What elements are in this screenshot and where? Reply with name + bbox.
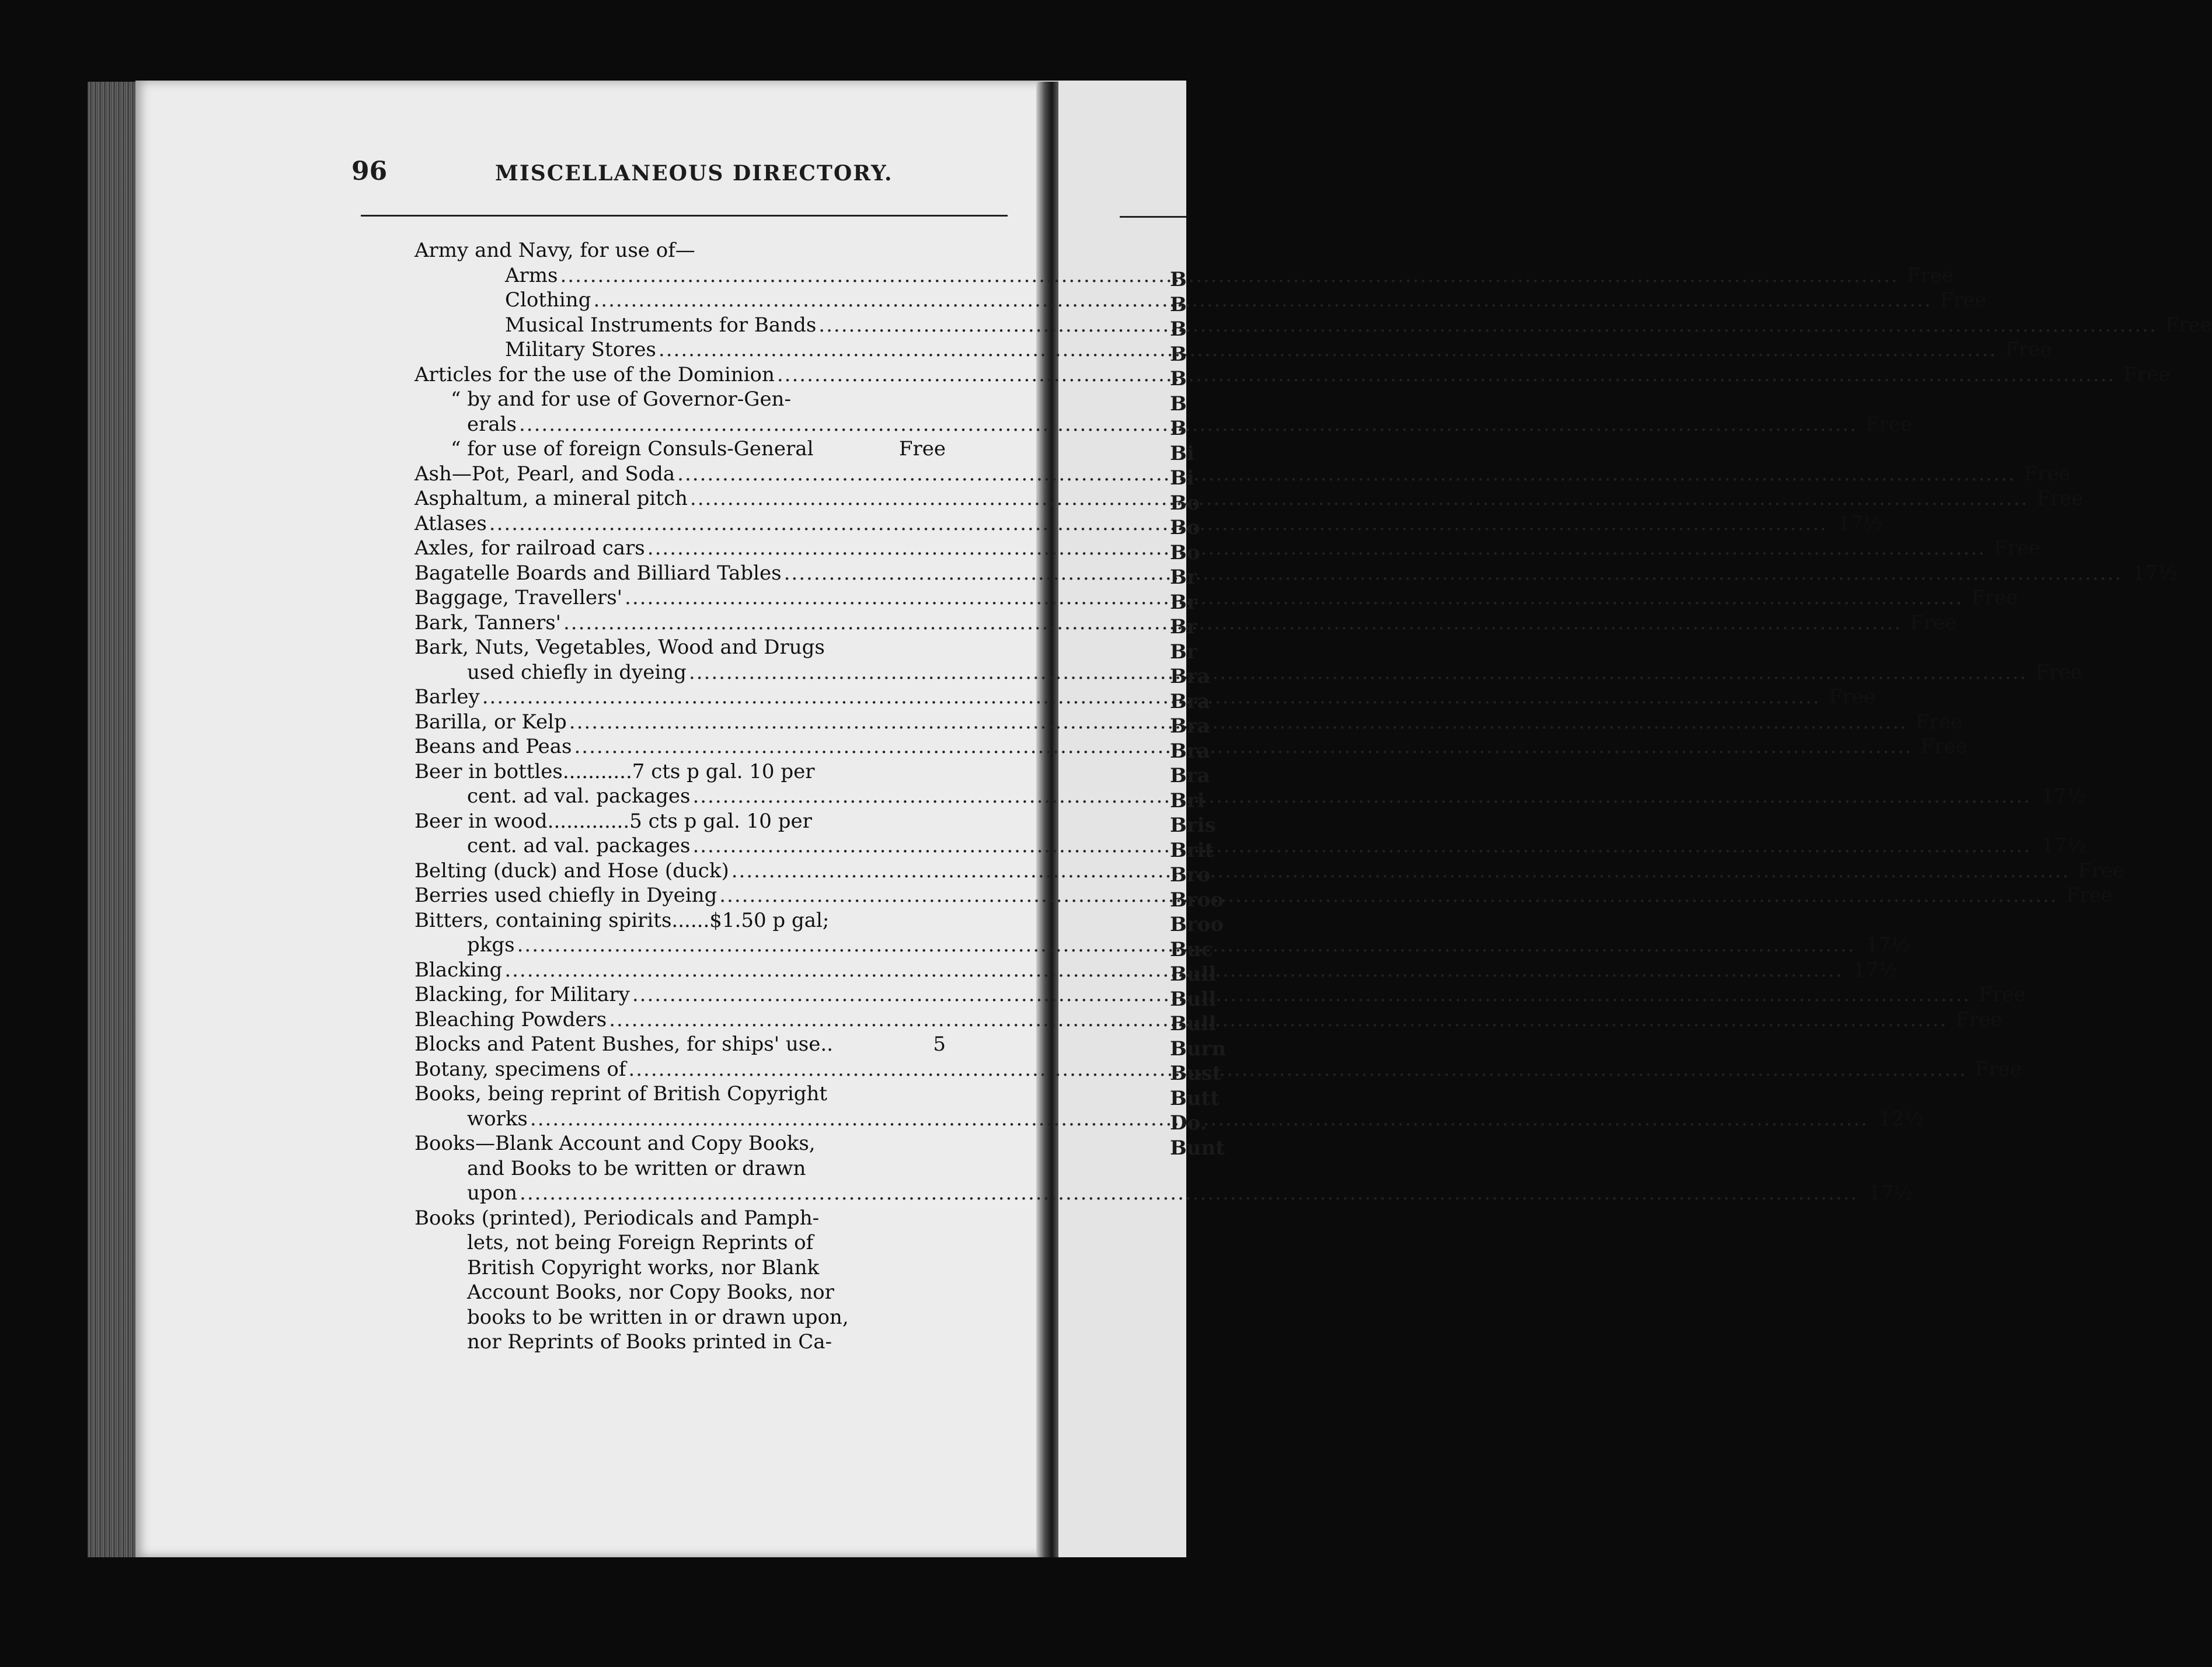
dot-leader bbox=[818, 313, 2157, 338]
facing-header-rule bbox=[1120, 216, 1186, 218]
tariff-row bbox=[414, 362, 2171, 388]
dot-leader bbox=[689, 660, 2028, 685]
tariff-item: upon bbox=[467, 1181, 518, 1205]
tariff-item: Books, being reprint of British Copyright bbox=[414, 1082, 828, 1105]
tariff-item: Bark, Tanners' bbox=[414, 611, 561, 634]
tariff-item: used chiefly in dyeing bbox=[467, 660, 687, 684]
tariff-rate: Free bbox=[898, 437, 946, 461]
tariff-rate: 17½ bbox=[1853, 958, 1898, 982]
tariff-row bbox=[414, 337, 2052, 362]
tariff-rate: 17½ bbox=[2041, 834, 2086, 857]
page-edges bbox=[88, 82, 140, 1558]
tariff-row bbox=[414, 1206, 946, 1231]
dot-leader bbox=[647, 536, 1986, 561]
tariff-item: nor Reprints of Books printed in Ca- bbox=[467, 1330, 832, 1354]
tariff-rate: Free bbox=[1939, 288, 1987, 312]
tariff-item: Blacking bbox=[414, 958, 503, 982]
dot-leader bbox=[628, 1057, 1967, 1082]
dot-leader bbox=[609, 1007, 1948, 1033]
facing-page-fragment: Bra bbox=[1170, 665, 1210, 688]
facing-page-fragment: Br bbox=[1170, 590, 1197, 614]
dot-leader bbox=[569, 710, 1908, 735]
tariff-item: Bleaching Powders bbox=[414, 1007, 607, 1031]
tariff-rate: Free bbox=[2035, 660, 2082, 684]
facing-page-fragment: Bull bbox=[1170, 962, 1217, 986]
tariff-rate: Free bbox=[1971, 586, 2018, 609]
facing-page-fragment: Br bbox=[1170, 566, 1197, 589]
tariff-rate: Free bbox=[1915, 710, 1963, 734]
tariff-row bbox=[414, 809, 946, 834]
tariff-item: Axles, for railroad cars bbox=[414, 536, 645, 560]
facing-page-fragment: Burn bbox=[1170, 1037, 1227, 1061]
facing-page-fragment: Butt bbox=[1170, 1086, 1220, 1110]
tariff-item: Beans and Peas bbox=[414, 735, 572, 758]
dot-leader bbox=[692, 834, 2031, 859]
tariff-rate: Free bbox=[1910, 611, 1957, 634]
facing-page-fragment: Bull bbox=[1170, 1012, 1217, 1035]
tariff-item: Military Stores bbox=[505, 338, 656, 361]
dot-leader bbox=[677, 462, 2016, 487]
facing-page-fragment: B bbox=[1170, 392, 1187, 416]
tariff-item: books to be written in or drawn upon, bbox=[467, 1305, 849, 1329]
tariff-rate: Free bbox=[2123, 362, 2171, 386]
tariff-row bbox=[414, 635, 946, 660]
tariff-rate: 17½ bbox=[1865, 933, 1911, 957]
tariff-rate: 12½ bbox=[1879, 1107, 1924, 1131]
tariff-item: Books (printed), Periodicals and Pamph- bbox=[414, 1206, 820, 1230]
dot-leader bbox=[563, 611, 1902, 636]
dot-leader bbox=[784, 561, 2123, 586]
facing-page-fragment: Bull bbox=[1170, 987, 1217, 1011]
tariff-item: Barley bbox=[414, 685, 480, 709]
tariff-item: and Books to be written or drawn bbox=[467, 1156, 806, 1180]
tariff-item: Botany, specimens of bbox=[414, 1057, 626, 1081]
tariff-item: Bark, Nuts, Vegetables, Wood and Drugs bbox=[414, 636, 825, 659]
facing-page-fragment: Br bbox=[1170, 640, 1197, 664]
facing-page-fragment: Bri bbox=[1170, 789, 1205, 812]
facing-page-fragment: Do. bbox=[1170, 1111, 1207, 1135]
facing-page-fragment: B bbox=[1170, 417, 1187, 440]
tariff-row bbox=[414, 288, 1987, 313]
tariff-rate: 17½ bbox=[1838, 511, 1883, 535]
tariff-item: erals bbox=[467, 412, 517, 436]
tariff-rate: Free bbox=[2078, 859, 2125, 883]
dot-leader bbox=[489, 511, 1828, 536]
tariff-item: cent. ad val. packages bbox=[467, 784, 691, 808]
dot-leader bbox=[692, 784, 2031, 809]
tariff-row bbox=[414, 263, 1954, 288]
tariff-rate: 17½ bbox=[1868, 1181, 1913, 1205]
dot-leader bbox=[593, 288, 1932, 313]
tariff-item: “ by and for use of Governor-Gen- bbox=[451, 388, 791, 411]
facing-page-fragment: Bo bbox=[1170, 540, 1200, 564]
facing-page-fragment: Bra bbox=[1170, 764, 1210, 787]
tariff-item: Atlases bbox=[414, 511, 487, 535]
tariff-rate: Free bbox=[2065, 884, 2113, 907]
tariff-rate: Free bbox=[2005, 338, 2052, 361]
tariff-rate: Free bbox=[1974, 1057, 2022, 1081]
facing-page-fragment: B bbox=[1170, 367, 1187, 390]
background bbox=[0, 1557, 1186, 1667]
tariff-row bbox=[414, 437, 946, 462]
tariff-item: Bagatelle Boards and Billiard Tables bbox=[414, 561, 782, 585]
tariff-rate: Free bbox=[1920, 735, 1968, 758]
tariff-item: Ash—Pot, Pearl, and Soda bbox=[414, 462, 675, 486]
tariff-item: Account Books, nor Copy Books, nor bbox=[467, 1281, 834, 1304]
tariff-row bbox=[414, 412, 1913, 437]
tariff-row bbox=[414, 759, 946, 784]
tariff-item: Blocks and Patent Bushes, for ships' use.. bbox=[414, 1033, 833, 1056]
dot-leader bbox=[560, 263, 1899, 288]
tariff-item: Musical Instruments for Bands bbox=[505, 313, 817, 337]
tariff-row bbox=[414, 1230, 946, 1256]
dot-leader bbox=[625, 585, 1963, 611]
tariff-row bbox=[414, 313, 2212, 338]
header-rule bbox=[361, 215, 1008, 217]
page-number: 96 bbox=[351, 156, 388, 186]
tariff-row bbox=[414, 1256, 946, 1281]
tariff-rate: Free bbox=[1994, 536, 2041, 560]
tariff-row bbox=[414, 1305, 946, 1330]
dot-leader bbox=[482, 685, 1821, 710]
tariff-rate: 17½ bbox=[2132, 561, 2178, 585]
facing-page-fragment: Bunt bbox=[1170, 1136, 1225, 1160]
tariff-item: British Copyright works, nor Blank bbox=[467, 1256, 820, 1279]
tariff-item: Bitters, containing spirits......$1.50 p gal; bbox=[414, 908, 830, 932]
tariff-item: lets, not being Foreign Reprints of bbox=[467, 1231, 814, 1254]
tariff-item: Barilla, or Kelp bbox=[414, 710, 567, 734]
tariff-row bbox=[414, 1131, 946, 1156]
tariff-item: Baggage, Travellers' bbox=[414, 586, 623, 609]
tariff-item: Army and Navy, for use of— bbox=[414, 239, 695, 262]
tariff-item: Belting (duck) and Hose (duck) bbox=[414, 859, 729, 883]
tariff-rate: 5 bbox=[933, 1033, 946, 1056]
tariff-rate: Free bbox=[1865, 412, 1913, 436]
facing-page-fragment: Bra bbox=[1170, 739, 1210, 763]
facing-page-fragment: B bbox=[1170, 268, 1187, 291]
facing-page-fragment: Bo bbox=[1170, 516, 1200, 539]
facing-page-fragment: Bra bbox=[1170, 714, 1210, 738]
tariff-rate: Free bbox=[2165, 313, 2212, 337]
tariff-rate: Free bbox=[2023, 462, 2071, 486]
facing-page-fragment: Bo bbox=[1170, 491, 1200, 515]
tariff-row bbox=[414, 387, 946, 412]
tariff-rate: Free bbox=[1955, 1007, 2002, 1031]
dot-leader bbox=[777, 362, 2116, 388]
facing-page-fragment: B bbox=[1170, 318, 1187, 341]
tariff-row bbox=[414, 1280, 946, 1305]
page-title: MISCELLANEOUS DIRECTORY. bbox=[495, 161, 893, 186]
facing-page-fragment: Brit bbox=[1170, 838, 1214, 862]
tariff-item: Clothing bbox=[505, 288, 591, 312]
tariff-rate: Free bbox=[2036, 487, 2084, 510]
facing-page-fragment: Bra bbox=[1170, 689, 1210, 713]
facing-page-fragment: B bbox=[1170, 292, 1187, 316]
facing-page-fragment: Bro bbox=[1170, 863, 1211, 887]
tariff-row bbox=[414, 1181, 1913, 1206]
tariff-item: Asphaltum, a mineral pitch bbox=[414, 487, 688, 510]
tariff-row bbox=[414, 1156, 946, 1181]
tariff-item: Beer in wood.............5 cts p gal. 10 per bbox=[414, 809, 812, 833]
tariff-rate: Free bbox=[1978, 983, 2026, 1006]
facing-page-fragment: Br bbox=[1170, 615, 1197, 639]
tariff-row bbox=[414, 238, 946, 263]
dot-leader bbox=[731, 859, 2070, 884]
tariff-item: pkgs bbox=[467, 933, 515, 957]
tariff-item: Arms bbox=[505, 263, 558, 287]
facing-page-fragment: Bust bbox=[1170, 1062, 1222, 1085]
facing-page-fragment: Bris bbox=[1170, 814, 1216, 837]
facing-page-fragment: B bbox=[1170, 342, 1187, 366]
tariff-item: “ for use of foreign Consuls-General bbox=[451, 437, 814, 461]
dot-leader bbox=[690, 486, 2029, 511]
facing-page-fragment: Bi bbox=[1170, 466, 1194, 490]
facing-page-fragment: Broo bbox=[1170, 913, 1224, 936]
dot-leader bbox=[520, 1181, 1858, 1206]
tariff-item: Berries used chiefly in Dyeing bbox=[414, 884, 717, 907]
tariff-item: cent. ad val. packages bbox=[467, 834, 691, 857]
tariff-item: Articles for the use of the Dominion bbox=[414, 362, 775, 386]
tariff-item: Books—Blank Account and Copy Books, bbox=[414, 1132, 816, 1155]
tariff-rate: Free bbox=[1828, 685, 1876, 709]
tariff-rate: 17½ bbox=[2041, 784, 2086, 808]
dot-leader bbox=[659, 337, 1997, 362]
dot-leader bbox=[632, 982, 1971, 1007]
facing-page-text bbox=[1170, 267, 1226, 1160]
dot-leader bbox=[574, 734, 1913, 759]
tariff-row bbox=[414, 908, 946, 933]
tariff-item: Beer in bottles...........7 cts p gal. 10 per bbox=[414, 759, 815, 783]
tariff-row bbox=[414, 1082, 946, 1107]
facing-page-fragment: Buc bbox=[1170, 937, 1214, 961]
facing-page-fragment: Broo bbox=[1170, 888, 1224, 912]
tariff-row bbox=[414, 1032, 946, 1057]
tariff-item: Blacking, for Military bbox=[414, 983, 630, 1006]
facing-page-fragment: Bi bbox=[1170, 441, 1194, 465]
dot-leader bbox=[719, 883, 2058, 908]
tariff-rate: Free bbox=[1906, 263, 1954, 287]
tariff-item: works bbox=[467, 1107, 528, 1131]
tariff-row bbox=[414, 1330, 946, 1355]
